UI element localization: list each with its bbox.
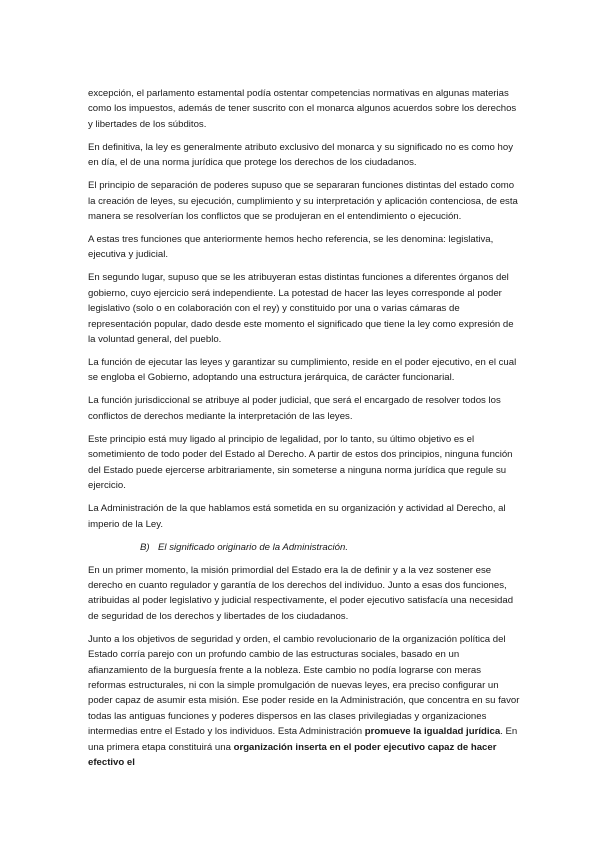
paragraph: excepción, el parlamento estamental podía ostentar competencias normativas en algunas materias como los impuestos, además de tener suscrito con el monarca algunos acuerdos sobre los derechos y libertades de los súbditos.	[88, 88, 517, 130]
paragraph: En un primer momento, la misión primordial del Estado era la de definir y a la vez sostener ese derecho en cuanto regulador y garantía de los derechos del individuo. Junto a esas dos funciones, atribuidas al poder legislativo y judicial respectivamente, el poder ejecutivo satisfacía una necesidad de seguridad de los derechos y libertades de los ciudadanos.	[88, 564, 514, 622]
paragraph: La Administración de la que hablamos está sometida en su organización y actividad al Derecho, al imperio de la Ley.	[88, 503, 506, 530]
final-paragraph-text-1: Junto a los objetivos de seguridad y orden, el cambio revolucionario de la organización política del Estado corría parejo con un profundo cambio de las estructuras sociales, basado en un afianzamiento de la burguesía frente a la nobleza. Este cambio no podía lograrse con meras reformas estructurales, ni con la simple promulgación de nuevas leyes, era preciso configurar un poder capaz de asumir esta misión. Ese poder reside en la Administración, que concentra en su favor todas las antiguas funciones y poderes dispersos en las clases privilegiadas y organizaciones intermedias entre el Estado y los individuos. Esta Administración	[88, 633, 520, 738]
final-paragraph-bold-1: promueve la igualdad jurídica	[364, 726, 501, 738]
paragraph: En segundo lugar, supuso que se les atribuyeran estas distintas funciones a diferentes órganos del gobierno, cuyo ejercicio será independiente. La potestad de hacer las leyes corresponde al poder legislativo (solo o en colaboración con el rey) y constituido por una o varias cámaras de representación popular, dado desde este momento el significado que tiene la ley como expresión de la voluntad general, del pueblo.	[88, 272, 514, 346]
paragraph: Este principio está muy ligado al principio de legalidad, por lo tanto, su último objetivo es el sometimiento de todo poder del Estado al Derecho. A partir de estos dos principios, ninguna función del Estado puede ejercerse arbitrariamente, sin someterse a ninguna norma jurídica que regule su ejercicio.	[88, 433, 513, 492]
section-heading	[88, 540, 520, 555]
paragraph: La función jurisdiccional se atribuye al poder judicial, que será el encargado de resolver todos los conflictos de derechos mediante la interpretación de las leyes.	[88, 395, 501, 422]
document-body	[88, 86, 520, 778]
final-paragraph-bold-2: organización inserta en el poder ejecutivo capaz de hacer efectivo el	[88, 741, 497, 768]
section-heading-title: El significado originario de la Administración.	[158, 541, 349, 553]
paragraph: A estas tres funciones que anteriormente hemos hecho referencia, se les denomina: legislativa, ejecutiva y judicial.	[88, 234, 494, 261]
paragraph: La función de ejecutar las leyes y garantizar su cumplimiento, reside en el poder ejecutivo, en el cual se engloba el Gobierno, adoptando una estructura jerárquica, de carácter funcionarial.	[88, 357, 517, 384]
final-paragraph	[88, 632, 520, 771]
paragraph: En definitiva, la ley es generalmente atributo exclusivo del monarca y su significado no es como hoy en día, el de una norma jurídica que protege los derechos de los ciudadanos.	[88, 141, 514, 169]
section-heading-letter: B)	[140, 541, 150, 553]
paragraph: El principio de separación de poderes supuso que se separaran funciones distintas del estado como la creación de leyes, su ejecución, cumplimiento y su interpretación y aplicación contenciosa, de esta manera se resolverían los conflictos que se produjeran en el entendimiento o ejecución.	[88, 180, 518, 223]
final-paragraph-text-2: . En una primera etapa constituirá una	[88, 726, 518, 753]
